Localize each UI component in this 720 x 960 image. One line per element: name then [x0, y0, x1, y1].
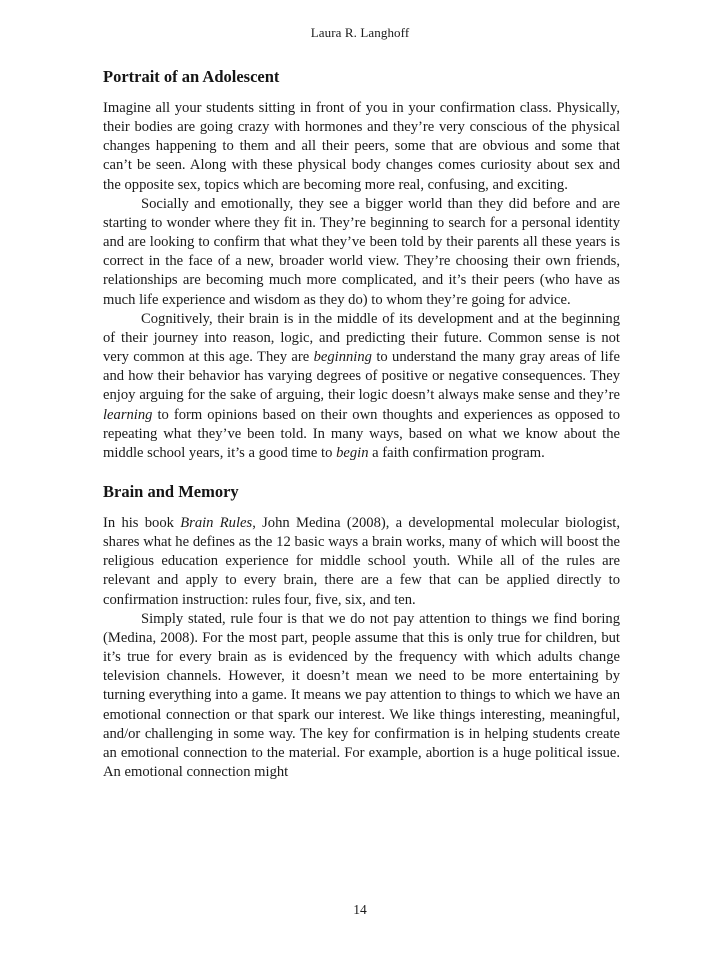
italic-emphasis: begin	[336, 444, 369, 461]
page-number: 14	[353, 902, 367, 917]
section-portrait-body	[103, 99, 620, 463]
body-paragraph	[103, 514, 620, 610]
paragraph-text: In his book	[103, 514, 181, 531]
paragraph-text: Socially and emotionally, they see a bigger world than they did before and are starting to wonder where they fit in. They’re beginning to search for a personal identity and are looking to confirm that what they’ve been told by their parents all these years is correct in the face of a new, broader world view. They’re choosing their own friends, relationships are becoming much more complicated, and it’s their peers (who have as much life experience and wisdom as they do) to whom they’re going for advice.	[103, 195, 620, 308]
section-heading-brain-memory: Brain and Memory	[103, 481, 239, 501]
body-paragraph	[103, 610, 620, 782]
paragraph-text: Simply stated, rule four is that we do not pay attention to things we find boring (Medina, 2008). For the most part, people assume that this is only true for children, but it’s true for every brain as is evidenced by the frequency with which adults change television channels. However, it doesn’t mean we need to be more entertaining by turning everything into a game. It means we pay attention to things to which we have an emotional connection or that spark our interest. We like things interesting, meaningful, and/or challenging in some way. The key for confirmation is in helping students create an emotional connection to the material. For example, abortion is a huge political issue. An emotional connection might	[103, 610, 620, 780]
paragraph-text: a faith confirmation program.	[368, 444, 545, 461]
body-paragraph	[103, 310, 620, 463]
italic-emphasis: learning	[103, 406, 153, 423]
page-body	[103, 62, 620, 782]
body-paragraph	[103, 195, 620, 310]
section-brain-memory-body	[103, 514, 620, 782]
paragraph-text: to understand the many gray areas of life and how their behavior has varying degrees of positive or negative consequences. They enjoy arguing for the sake of arguing, their logic doesn’t always make sense and they’re	[103, 349, 620, 404]
italic-emphasis: Brain Rules	[180, 514, 253, 531]
paragraph-text: to form opinions based on their own thoughts and experiences as opposed to repeating what they’ve been told. In many ways, based on what we know about the middle school years, it’s a good time to	[103, 406, 620, 461]
paragraph-text: Cognitively, their brain is in the middle of its development and at the beginning of their journey into reason, logic, and predicting their future. Common sense is not very common at this age. They are	[103, 310, 620, 366]
section-heading-portrait: Portrait of an Adolescent	[103, 67, 280, 86]
running-header: Laura R. Langhoff	[310, 25, 410, 40]
paragraph-text: Imagine all your students sitting in front of you in your confirmation class. Physically, their bodies are going crazy with hormones and they’re very conscious of the physical changes happening to them and all their peers, some that are obvious and some that can’t be seen. Along with these physical body changes comes curiosity about sex and the opposite sex, topics which are becoming more real, confusing, and exciting.	[103, 100, 620, 193]
body-paragraph	[103, 99, 620, 195]
paragraph-text: , John Medina (2008), a developmental molecular biologist, shares what he defines as the 12 basic ways a brain works, many of which will boost the religious education experience for middle school youth. While all of the rules are relevant and apply to every brain, there are a few that can be applied directly to confirmation instruction: rules four, five, six, and ten.	[103, 514, 620, 608]
italic-emphasis: beginning	[313, 349, 372, 366]
